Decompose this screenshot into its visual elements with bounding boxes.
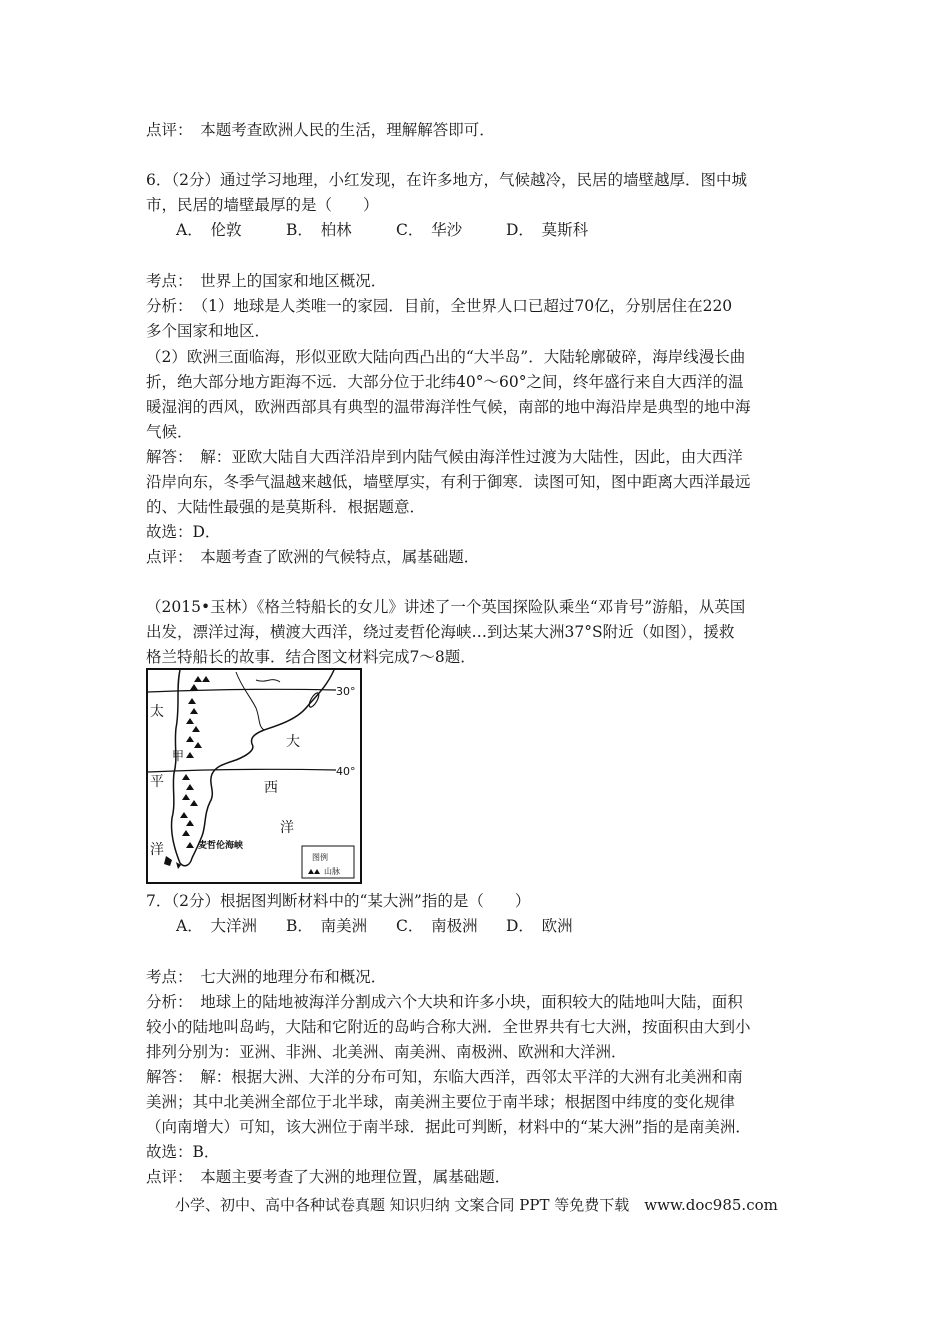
q7-option-d: D． 欧洲 — [506, 917, 573, 935]
legend-mountain: 山脉 — [324, 867, 340, 876]
q7-kaodian: 考点： 七大洲的地理分布和概况． — [146, 968, 387, 986]
q6-analysis-line-2: 多个国家和地区． — [146, 322, 271, 340]
q7-option-c: C． 南极洲 — [396, 917, 478, 935]
pacific-char-1: 太 — [150, 704, 164, 720]
q7-solution-line-2: 美洲；其中北美洲全部位于北半球，南美洲主要位于南半球；根据图中纬度的变化规律 — [146, 1093, 736, 1111]
pacific-char-3: 洋 — [150, 842, 164, 858]
q7-answer: 故选：B． — [146, 1143, 220, 1161]
pacific-char-2: 平 — [150, 774, 164, 790]
intro-line-2: 出发，漂洋过海，横渡大西洋，绕过麦哲伦海峡…到达某大洲37°S附近（如图），援救 — [146, 623, 735, 641]
q6-answer: 故选：D． — [146, 523, 221, 541]
q7-options — [176, 915, 573, 937]
q6-kaodian: 考点： 世界上的国家和地区概况． — [146, 272, 387, 290]
lat-40-label: 40° — [336, 765, 356, 778]
footer-watermark: 小学、初中、高中各种试卷真题 知识归纳 文案合同 PPT 等免费下载 www.doc985.com — [175, 1196, 778, 1214]
intro-line-1: （2015•玉林）《格兰特船长的女儿》讲述了一个英国探险队乘坐“邓肯号”游船，从英国 — [146, 598, 746, 616]
q6-option-b: B． 柏林 — [286, 221, 352, 239]
q7-analysis-line-3: 排列分别为：亚洲、非洲、北美洲、南美洲、南极洲、欧洲和大洋洲． — [146, 1043, 627, 1061]
q6-option-a: A． 伦敦 — [176, 221, 242, 239]
q7-analysis-line-1: 分析： 地球上的陆地被海洋分割成六个大块和许多小块，面积较大的陆地叫大陆，面积 — [146, 993, 743, 1011]
q6-stem-line-1: 6．（2分）通过学习地理，小红发现，在许多地方，气候越冷，民居的墙壁越厚．图中城 — [146, 171, 747, 189]
location-jia: 甲 — [172, 749, 185, 763]
q6-analysis-line-4: 折，绝大部分地方距海不远．大部分位于北纬40°～60°之间，终年盛行来自大西洋的温 — [146, 373, 744, 391]
q7-stem: 7．（2分）根据图判断材料中的“某大洲”指的是（ ） — [146, 892, 531, 910]
q6-analysis-line-1: 分析： （1）地球是人类唯一的家园．目前，全世界人口已超过70亿，分别居住在220 — [146, 297, 733, 315]
q6-comment: 点评： 本题考查了欧洲的气候特点，属基础题． — [146, 548, 480, 566]
q7-solution-line-1: 解答： 解：根据大洲、大洋的分布可知，东临大西洋，西邻太平洋的大洲有北美洲和南 — [146, 1068, 743, 1086]
atlantic-char-3: 洋 — [280, 820, 294, 836]
q5-comment: 点评： 本题考查欧洲人民的生活，理解解答即可． — [146, 121, 495, 139]
q6-analysis-line-3: （2）欧洲三面临海，形似亚欧大陆向西凸出的“大半岛”．大陆轮廓破碎，海岸线漫长曲 — [146, 348, 746, 366]
atlantic-char-2: 西 — [264, 780, 278, 796]
legend-title: 图例 — [312, 853, 328, 862]
q6-stem-line-2: 市，民居的墙壁最厚的是（ ） — [146, 196, 379, 214]
q7-solution-line-3: （向南增大）可知，该大洲位于南半球．据此可判断，材料中的“某大洲”指的是南美洲． — [146, 1118, 751, 1136]
atlantic-char-1: 大 — [286, 734, 300, 750]
q6-analysis-line-5: 暖湿润的西风，欧洲西部具有典型的温带海洋性气候，南部的地中海沿岸是典型的地中海 — [146, 398, 751, 416]
q6-option-d: D． 莫斯科 — [506, 221, 589, 239]
q6-solution-line-3: 的、大陆性最强的是莫斯科．根据题意． — [146, 498, 426, 516]
q6-options — [176, 219, 588, 241]
q6-analysis-line-6: 气候． — [146, 423, 193, 441]
south-america-map — [146, 668, 362, 884]
q6-solution-line-1: 解答： 解：亚欧大陆自大西洋沿岸到内陆气候由海洋性过渡为大陆性，因此，由大西洋 — [146, 448, 743, 466]
q7-comment: 点评： 本题主要考查了大洲的地理位置，属基础题． — [146, 1168, 511, 1186]
q7-option-b: B． 南美洲 — [286, 917, 368, 935]
magellan-strait-label: 麦哲伦海峡 — [198, 841, 244, 851]
q7-analysis-line-2: 较小的陆地叫岛屿，大陆和它附近的岛屿合称大洲．全世界共有七大洲，按面积由大到小 — [146, 1018, 751, 1036]
q6-solution-line-2: 沿岸向东，冬季气温越来越低，墙壁厚实，有利于御寒．读图可知，图中距离大西洋最远 — [146, 473, 751, 491]
intro-line-3: 格兰特船长的故事．结合图文材料完成7～8题． — [146, 648, 476, 666]
q6-option-c: C． 华沙 — [396, 221, 463, 239]
q7-option-a: A． 大洋洲 — [176, 917, 257, 935]
lat-30-label: 30° — [336, 685, 356, 698]
